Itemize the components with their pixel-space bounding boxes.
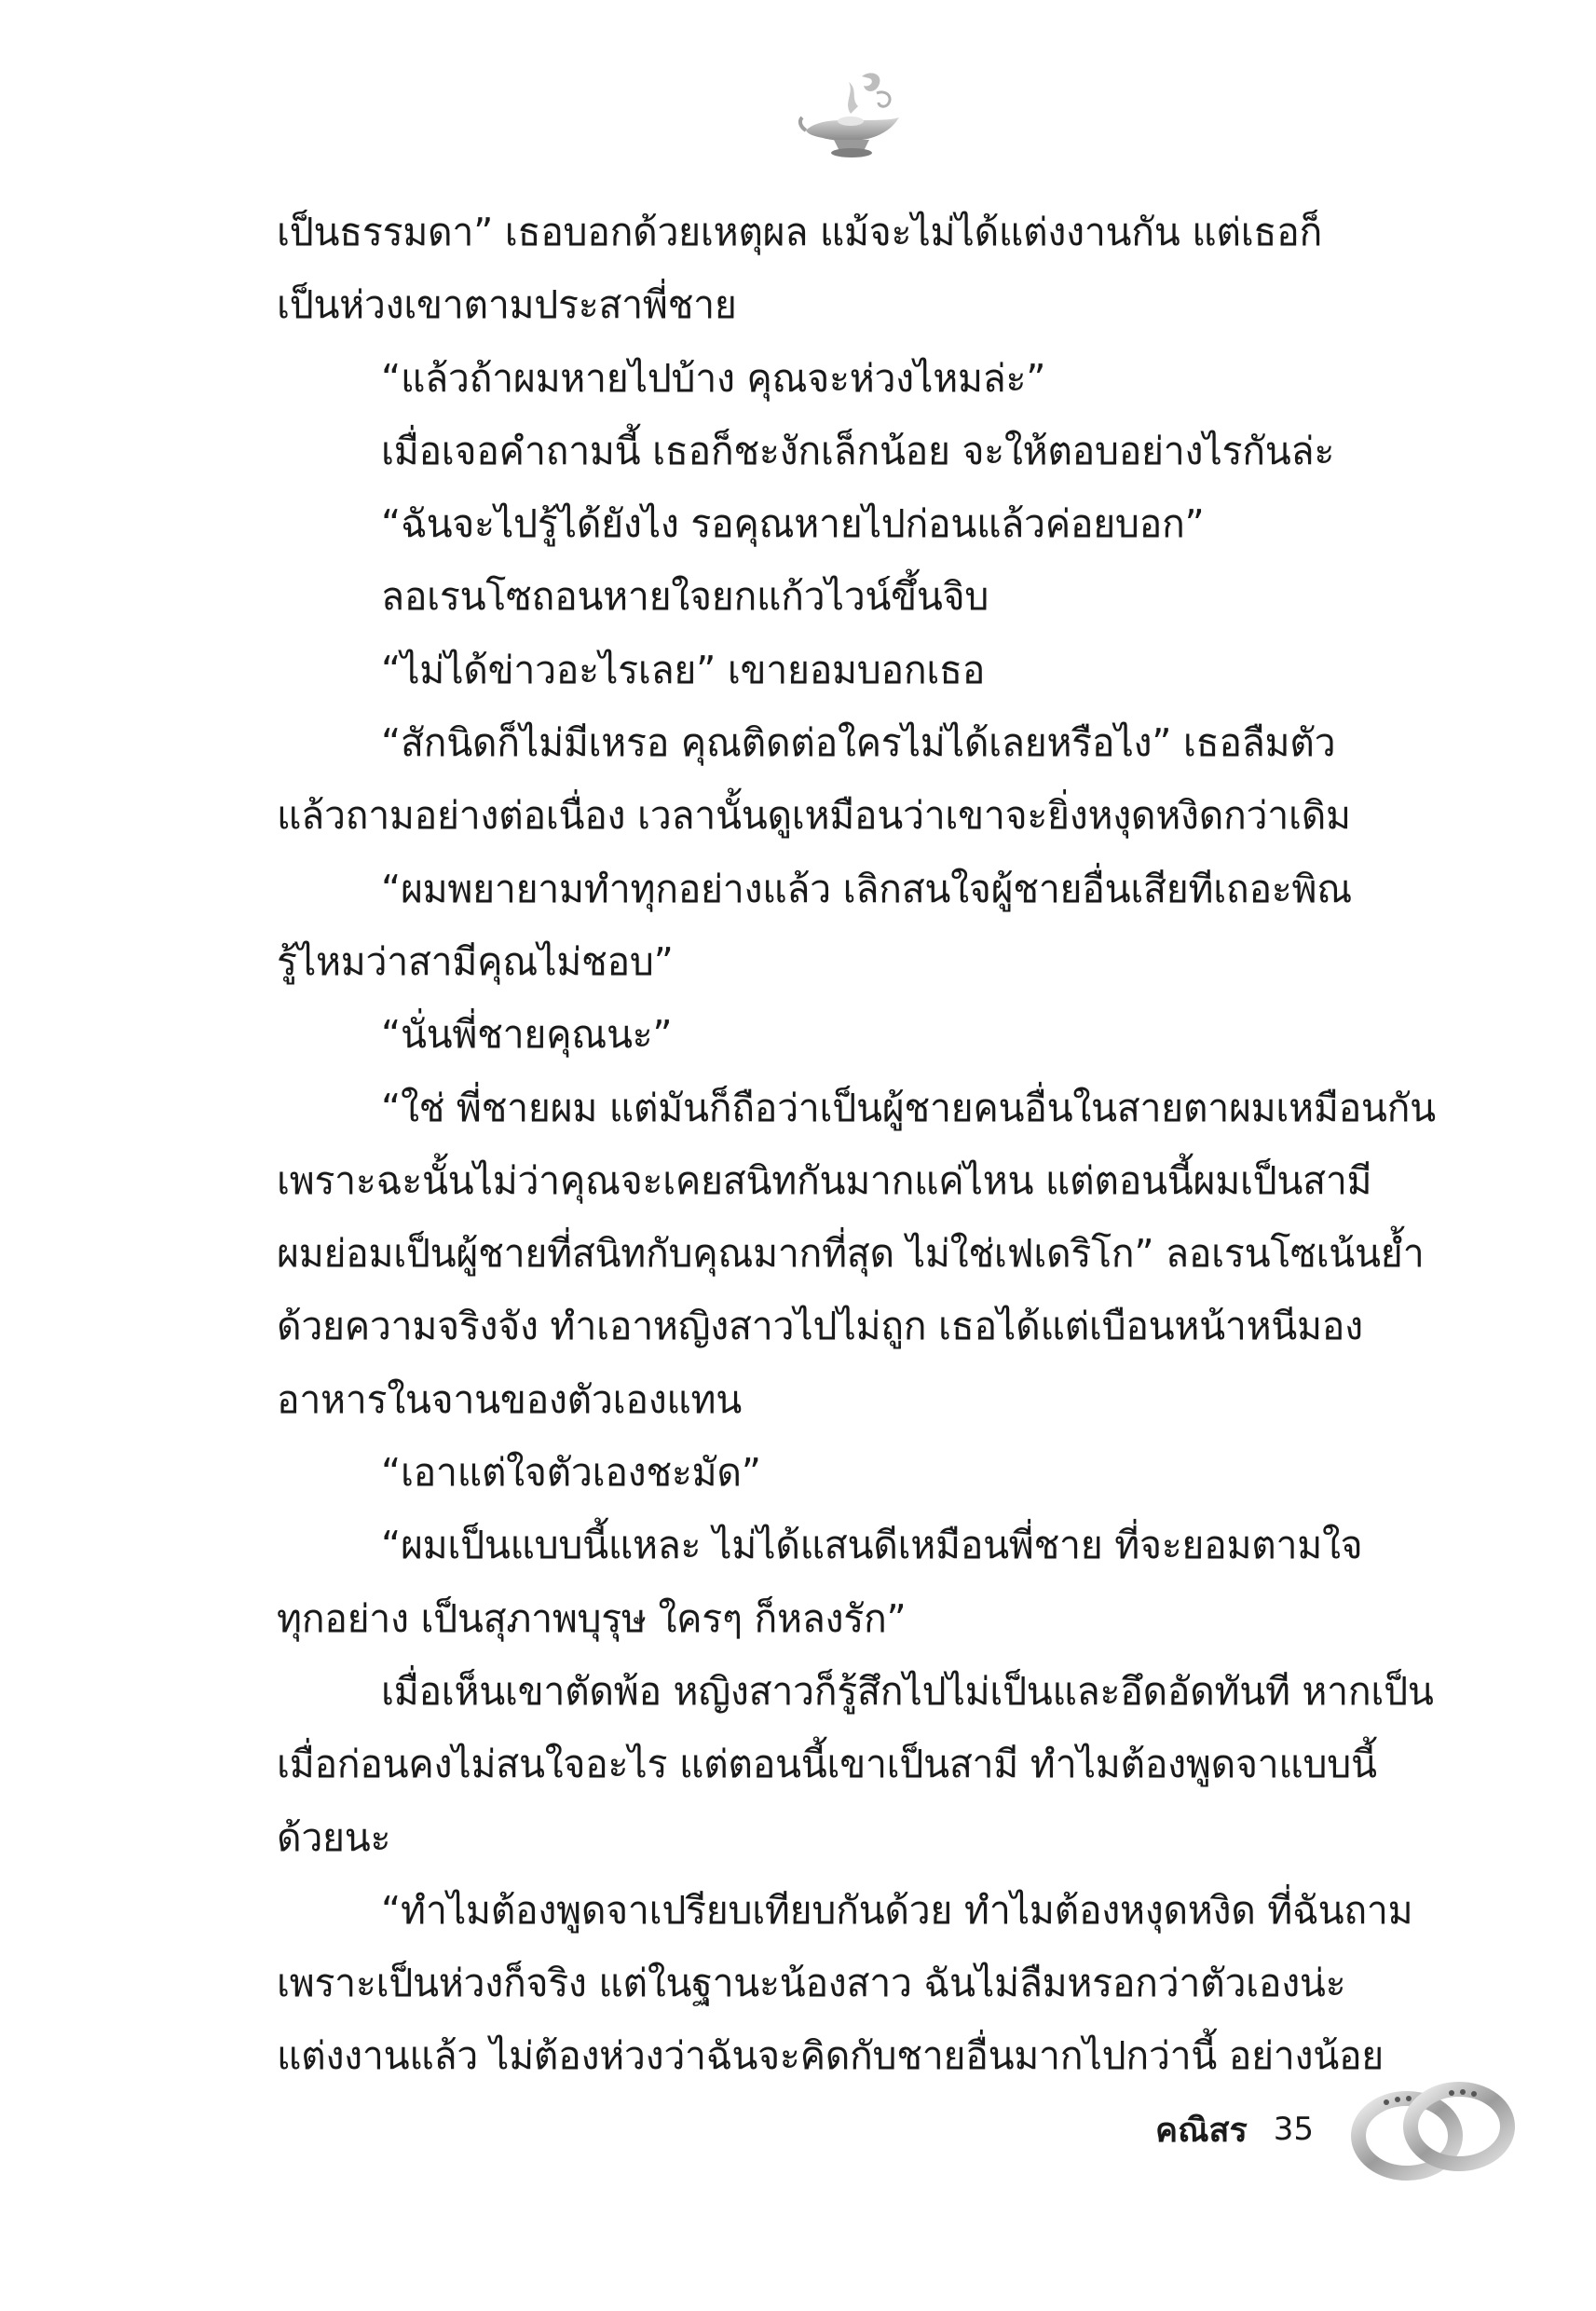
genie-lamp-icon bbox=[797, 65, 908, 168]
text-line: “ฉันจะไปรู้ได้ยังไง รอคุณหายไปก่อนแล้วค่อยบอก” bbox=[381, 501, 1205, 547]
text-line: เพราะฉะนั้นไม่ว่าคุณจะเคยสนิทกันมากแค่ไหน แต่ตอนนี้ผมเป็นสามี bbox=[277, 1157, 1372, 1203]
wedding-rings-icon bbox=[1349, 2069, 1517, 2190]
text-line: “เอาแต่ใจตัวเองชะมัด” bbox=[381, 1450, 761, 1496]
page-footer bbox=[1155, 2092, 1314, 2167]
text-line: เมื่อเห็นเขาตัดพ้อ หญิงสาวก็รู้สึกไปไม่เป็นและอึดอัดทันที หากเป็น bbox=[381, 1668, 1434, 1714]
book-title: คณิสร bbox=[1155, 2111, 1248, 2150]
body-text bbox=[277, 196, 1437, 2093]
text-line: “ทำไมต้องพูดจาเปรียบเทียบกันด้วย ทำไมต้องหงุดหงิด ที่ฉันถาม bbox=[381, 1887, 1413, 1933]
text-line: เมื่อเจอคำถามนี้ เธอก็ชะงักเล็กน้อย จะให้ตอบอย่างไรกันล่ะ bbox=[381, 428, 1335, 473]
text-line: “ไม่ได้ข่าวอะไรเลย” เขายอมบอกเธอ bbox=[381, 647, 986, 692]
text-line: เป็นห่วงเขาตามประสาพี่ชาย bbox=[277, 282, 737, 328]
text-line: ทุกอย่าง เป็นสุภาพบุรุษ ใครๆ ก็หลงรัก” bbox=[277, 1595, 907, 1641]
text-line: แต่งงานแล้ว ไม่ต้องห่วงว่าฉันจะคิดกับชายอื่นมากไปกว่านี้ อย่างน้อย bbox=[277, 2033, 1385, 2079]
text-line: รู้ไหมว่าสามีคุณไม่ชอบ” bbox=[277, 938, 674, 984]
text-line: แล้วถามอย่างต่อเนื่อง เวลานั้นดูเหมือนว่าเขาจะยิ่งหงุดหงิดกว่าเดิม bbox=[277, 793, 1351, 839]
text-line: เมื่อก่อนคงไม่สนใจอะไร แต่ตอนนี้เขาเป็นสามี ทำไมต้องพูดจาแบบนี้ bbox=[277, 1742, 1377, 1787]
text-line: “สักนิดก็ไม่มีเหรอ คุณติดต่อใครไม่ได้เลยหรือไง” เธอลืมตัว bbox=[381, 720, 1336, 766]
text-line: อาหารในจานของตัวเองแทน bbox=[277, 1376, 742, 1422]
text-line: เป็นธรรมดา” เธอบอกด้วยเหตุผล แม้จะไม่ได้แต่งงานกัน แต่เธอก็ bbox=[277, 210, 1322, 254]
text-line: “ผมพยายามทำทุกอย่างแล้ว เลิกสนใจผู้ชายอื่นเสียทีเถอะพิณ bbox=[381, 866, 1352, 911]
text-line: ด้วยความจริงจัง ทำเอาหญิงสาวไปไม่ถูก เธอได้แต่เบือนหน้าหนีมอง bbox=[277, 1304, 1363, 1349]
text-line: “นั่นพี่ชายคุณนะ” bbox=[381, 1012, 673, 1058]
text-line: ด้วยนะ bbox=[277, 1814, 391, 1860]
text-line: “ผมเป็นแบบนี้แหละ ไม่ได้แสนดีเหมือนพี่ชาย ที่จะยอมตามใจ bbox=[381, 1523, 1363, 1568]
text-line: “ใช่ พี่ชายผม แต่มันก็ถือว่าเป็นผู้ชายคนอื่นในสายตาผมเหมือนกัน bbox=[381, 1085, 1436, 1130]
text-line: “แล้วถ้าผมหายไปบ้าง คุณจะห่วงไหมล่ะ” bbox=[381, 355, 1046, 401]
page-number: 35 bbox=[1273, 2111, 1315, 2148]
text-line: ผมย่อมเป็นผู้ชายที่สนิทกับคุณมากที่สุด ไม่ใช่เฟเดริโก” ลอเรนโซเน้นย้ำ bbox=[277, 1231, 1425, 1277]
text-line: ลอเรนโซถอนหายใจยกแก้วไวน์ขึ้นจิบ bbox=[381, 574, 989, 620]
text-line: เพราะเป็นห่วงก็จริง แต่ในฐานะน้องสาว ฉันไม่ลืมหรอกว่าตัวเองน่ะ bbox=[277, 1961, 1346, 2006]
